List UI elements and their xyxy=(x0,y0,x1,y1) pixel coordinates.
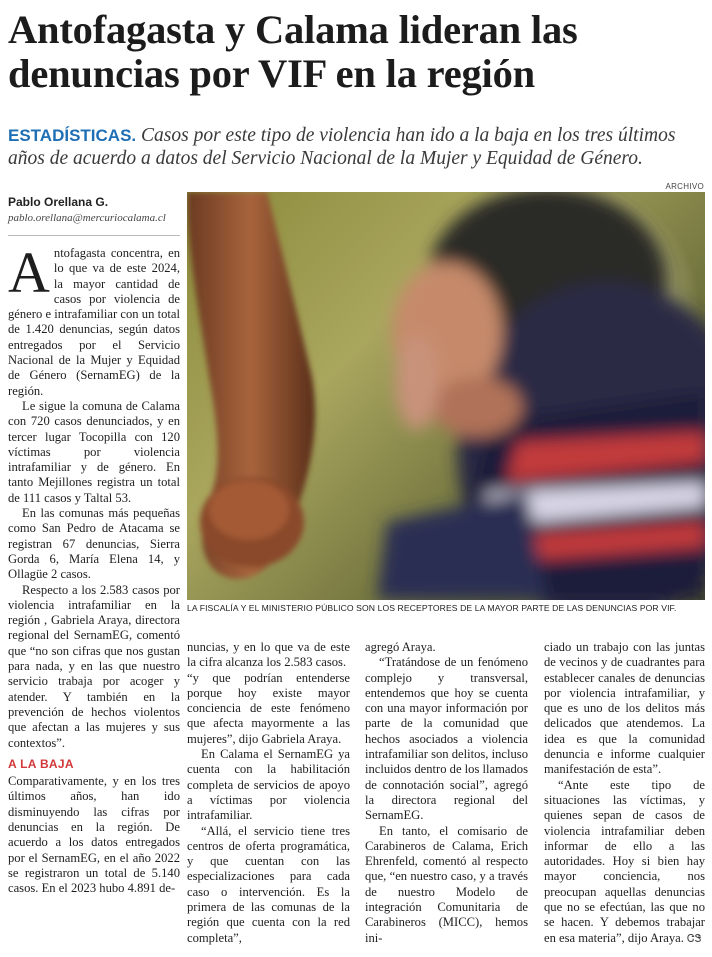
paragraph: En las comunas más pequeñas como San Pedro de Atacama se registran 67 denuncias, Sierra Gorda 6, María Elena 14, y Ollagüe 2 casos. xyxy=(8,506,180,582)
byline xyxy=(8,195,183,224)
paragraph xyxy=(544,778,705,947)
paragraph: nuncias, y en lo que va de este la cifra alcanza los 2.583 casos. xyxy=(187,640,350,670)
drop-cap: A xyxy=(8,240,50,305)
end-mark-icon: ᏣᏕ xyxy=(687,932,702,945)
section-subhead: A LA BAJA xyxy=(8,756,74,771)
deck xyxy=(8,124,708,170)
paragraph: Le sigue la comuna de Calama con 720 casos denunciados, y en tercer lugar Tocopilla con 120 víctimas por violencia intrafamiliar y de género. En tanto Mejillones registra un total de 111 casos y Taltal 53. xyxy=(8,398,180,505)
paragraph: agregó Araya. xyxy=(365,640,436,654)
photo-caption: LA FISCALÍA Y EL MINISTERIO PÚBLICO SON LOS RECEPTORES DE LA MAYOR PARTE DE LAS DENUNCIAS POR VIF. xyxy=(187,603,677,613)
paragraph: Respecto a los 2.583 casos por violencia intrafamiliar en la región , Gabriela Araya, directora regional del SernamEG, comentó que “no son cifras que nos gustan para nada, y en las que nuestro servicio trabaja por acoger y atender. Y también en la prevención de hechos violentos que afectan a las mujeres y sus contextos”. xyxy=(8,582,180,750)
paragraph: “Tratándose de un fenómeno complejo y transversal, entendemos que hoy se cuenta con una mayor información por parte de la comunidad que hechos asociados a violencia intrafamiliar son delitos, incluso incluidos dentro de los llamados de connotación social”, agregó la directora regional del SernamEG. xyxy=(365,655,528,823)
headline: Antofagasta y Calama lideran las denuncias por VIF en la región xyxy=(8,7,578,96)
photo-illustration xyxy=(187,192,705,600)
byline-author: Pablo Orellana G. xyxy=(8,195,109,209)
byline-email: pablo.orellana@mercuriocalama.cl xyxy=(8,212,166,224)
deck-kicker: ESTADÍSTICAS. xyxy=(8,126,137,145)
article-photo xyxy=(187,192,705,600)
lead-paragraph xyxy=(8,240,180,399)
byline-divider xyxy=(8,235,180,236)
column-3 xyxy=(365,640,528,946)
photo-credit: ARCHIVO xyxy=(665,182,704,191)
paragraph: “Allá, el servicio tiene tres centros de oferta programática, y que cuentan con las especializaciones para cada caso o intervención. Es la primera de las comunas de la región que cuenta con la red completa”, xyxy=(187,823,350,945)
paragraph: En tanto, el comisario de Carabineros de Calama, Erich Ehrenfeld, comentó al respecto que, “en nuestro caso, y a través de nuestro Modelo de integración Comunitaria de Carabineros (MICC), hemos ini- xyxy=(365,823,528,945)
paragraph: ciado un trabajo con las juntas de vecinos y de cuadrantes para establecer canales de denuncias por violencia intrafamiliar, y que es uno de los delitos más delicados que atendemos. La idea es que la comunidad denuncia e informe cualquier manifestación de esta”. xyxy=(544,640,705,777)
column-2 xyxy=(187,640,350,946)
paragraph: “y que podrían entenderse porque hoy existe mayor conciencia de este fenómeno que afecta mayormente a las mujeres”, dijo Gabriela Araya. xyxy=(187,670,350,746)
column-4 xyxy=(544,640,705,947)
paragraph: Comparativamente, y en los tres últimos años, han ido disminuyendo las cifras por denuncias en la región. De acuerdo a los datos entregados por el SernamEG, en el año 2022 se registraron un total de 5.140 casos. En el 2023 hubo 4.891 de- xyxy=(8,774,180,896)
lead-paragraph-text: ntofagasta concentra, en lo que va de este 2024, la mayor cantidad de casos por violencia de género e intrafamiliar con un total de 1.420 denuncias, según datos entregados por el Servicio Nacional de la Mujer y Equidad de Género (SernamEG) de la región. xyxy=(8,246,180,398)
column-1 xyxy=(8,240,180,896)
deck-text: Casos por este tipo de violencia han ido a la baja en los tres últimos años de acuerdo a datos del Servicio Nacional de la Mujer y Equidad de Género. xyxy=(8,125,676,169)
paragraph: En Calama el SernamEG ya cuenta con la habilitación completa de servicios de apoyo a víctimas por violencia intrafamiliar. xyxy=(187,747,350,823)
closing-paragraph-text: “Ante este tipo de situaciones las víctimas, y quienes sepan de casos de violencia intrafamiliar deben informar de ello a las autoridades. Hoy si bien hay mayor conciencia, nos preocupan aquellas denuncias que no se efectúan, las que no se hacen. Y debemos trabajar en esa materia”, dijo Araya. xyxy=(544,777,705,945)
